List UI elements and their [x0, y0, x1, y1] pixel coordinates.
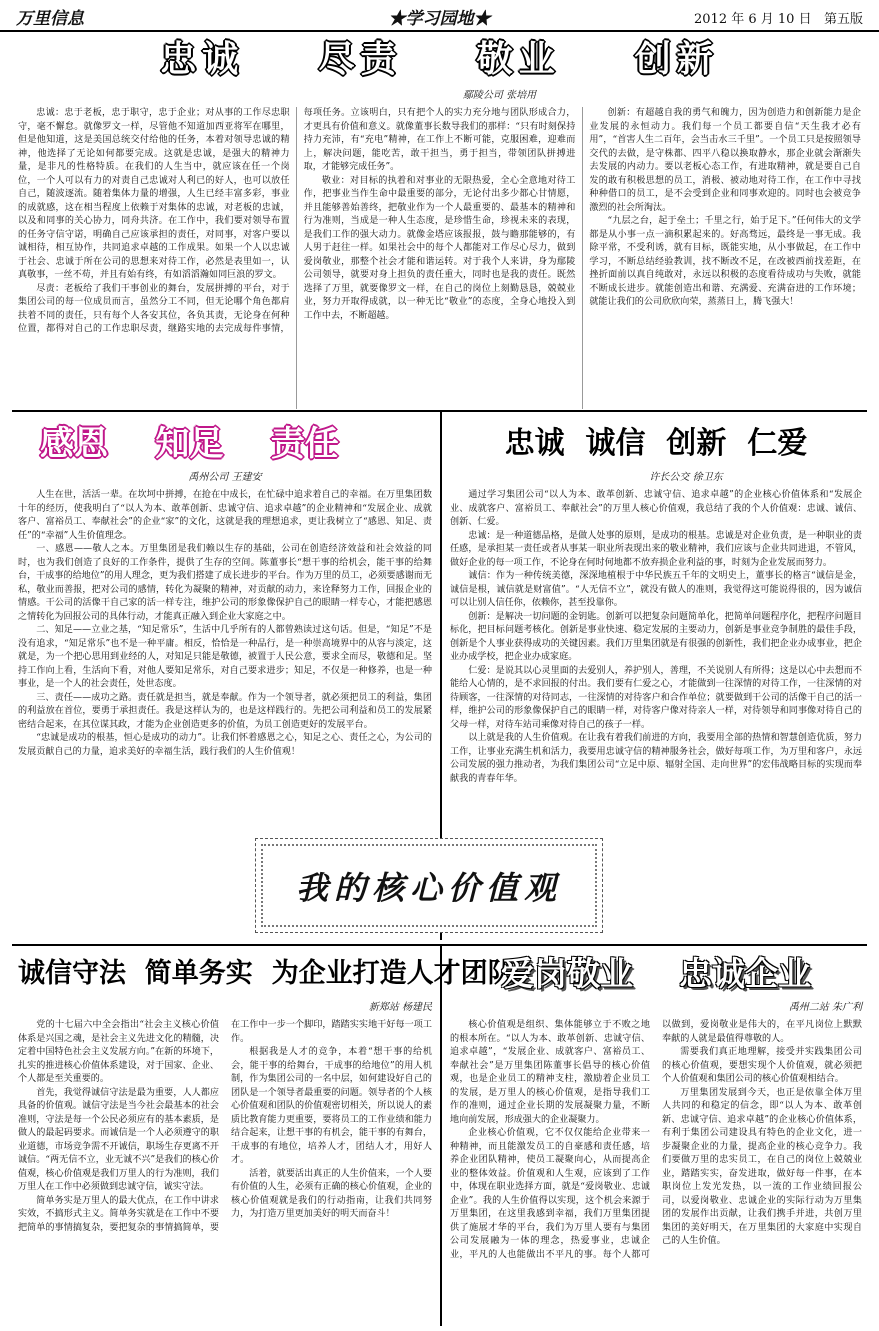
paragraph: 企业核心价值观，它不仅仅能给企业带来一种精神，而且能激发员工的自豪感和责任感，培养企业团队精神，使员工凝聚向心，从而提高企业的整体效益。价值观和人生观，应该到了工作中，体现在职业选择方面，就是“爱岗敬业、忠诚企业”。我的人生价值得以实现，这个机会来源于万里集团，在这里我感到幸福，我们万里集团提供了施展才华的平台，我们为万里人要有与集团公司发展融为一体的理念，热爱事业，忠诚企业，平凡的人也能做出不平凡的事。每个人都可以做到，爱岗敬业是伟大的，在平凡岗位上默默奉献的人就是最值得尊敬的人。 — [450, 1020, 862, 1260]
article-2-title: 感恩 知足 责任 — [40, 424, 339, 464]
paragraph: 通过学习集团公司“以人为本、敢革创新、忠诚守信、追求卓越”的企业核心价值体系和“发展企业、成就客户、富裕员工、奉献社会”的万里人核心价值观，我总结了我的个人价值观：忠诚、诚信、创新、仁爱。 — [450, 490, 862, 527]
article-3-title: 忠诚 诚信 创新 仁爱 — [504, 426, 808, 461]
article-4-author: 新郑站 杨建民 — [368, 1002, 432, 1013]
paragraph: 万里集团发展到今天，也正是依靠全体万里人共同的和稳定的信念，即“以人为本、敢革创新、忠诚守信、追求卓越”的企业核心价值体系，有利于集团公司建设具有特色的企业文化，进一步凝聚企业的力量，提高企业的核心竞争力。我们要做万里的忠实员工，在自己的岗位上兢兢业业，踏踏实实，奋发进取，做好每一件事，在本职岗位上发光发热，以一流的工作业绩回报公司，以爱岗敬业、忠诚企业的实际行动为万里集团的发展作出贡献，让我们携手并进，共创万里集团的美好明天，在万里集团的大家庭中实现自己的人生价值。 — [662, 1087, 862, 1246]
masthead: 万里信息 — [16, 9, 84, 29]
paragraph: “九层之台，起于垒土；千里之行，始于足下。”任何伟大的文学都是从小事一点一滴积累起来的。好高骛远，最终是一事无成。我除平常，不受利诱，就有目标，既能实地，从小事做起，在工作中学习，不断总结经验教训，找不断改不足，在改被西前找差距，在挫折面前以真自纯敢对，永远以积极的态度看待成功与失败，就能不断成长进步。就能创造出和谐、充满爱、充满奋进的工作环境；就能让我们的公司欣欣向荣，蒸蒸日上，腾飞强大！ — [589, 216, 861, 307]
article-5-body — [450, 1019, 862, 1331]
paragraph: 诚信：作为一种传统美德，深深地植根于中华民族五千年的文明史上，董事长的格言“诚信是金，诚信是根，诚信就是财富值”。“人无信不立”，就没有做人的准则，我觉得这可能说得很的，因为诚信可以让别人信任你，依赖你，甚至投靠你。 — [450, 571, 862, 608]
article-4-title: 诚信守法 简单务实 为企业打造人才团队 — [18, 958, 515, 989]
paragraph: 一、感恩——敬人之本。万里集团是我们赖以生存的基础，公司在创造经济效益和社会效益的同时，也为我们创造了良好的工作条件，提供了生存的空间。陈董事长“想干事的给机会，能干事的给舞台，干成事的给地位”的用人理念，更为我们搭建了成长进步的平台。作为万里的员工，必须要感谢而无私，敬业而善报，把对公司的感情，转化为凝聚的精神，对贡献的动力，来诠释努力工作，回报企业的情感。干公司的活像干自己家的活一样专注，维护公司的形象像保护自己的眼睛一样专心，才能把感恩之情转化为回报公司的具体行动，才能真正融入到企业大家庭之中。 — [18, 544, 432, 622]
article-5-title: 爱岗敬业 忠诚企业 — [501, 954, 811, 993]
paragraph: 党的十七届六中全会指出“社会主义核心价值体系是兴国之魂，是社会主义先进文化的精髓，决定着中国特色社会主义发展方向。”在新的环境下，扎实的推进核心价值体系建设，对于国家、企业、个人都是至关重要的。 — [18, 1020, 219, 1084]
page-header — [0, 0, 879, 32]
paragraph: 创新：有超越自我的勇气和魄力，因为创造力和创新能力是企业发展的永恒动力。我们每一个员工都要自信“天生我才必有用”，“首害人生二百年，会当击水三千里”。一个员工只是按照领导交代的去做，是守株都、四平八稳以换取静水，那企业就会渐渐失去发展的内动力。要以老板心态工作，有进取精神，就是要自己自发的敢有积极思想的员工，消极、被动地对待工作，在工作中寻找种种借口的员工，是不会受到企业和同事欢迎的。同时也会被竞争激烈的社会所淘汰。 — [589, 108, 861, 213]
paragraph: 仁爱：是说其以心灵里面的去爱别人，养护别人，善理，不关说别人有所得；这是以心中去想而不能给人心情的，是不求回报的付出。我们要有仁爱之心，才能做到一往深情的对待工作，一往深情的对待顾客，一往深情的对待同志，一往深情的对待客户和合作单位；就要做到干公司的活像干自己的活一样，维护公司的形象像保护自己的眼睛一样，对待客户像对待亲人一样，对待领导和同事像对待自己的父母一样，对待车站司乘像对待自己的孩子一样。 — [450, 665, 862, 730]
divider — [440, 946, 442, 1326]
paragraph: 首先，我觉得诚信守法是最为重要，人人都应具备的价值观。诚信守法是当今社会最基本的社会准则，守法是每一个公民必须应有的基本素质，是做人的最起码要求。而诚信是一个人必须遵守的职业道德，市场竞争需不开诚信，职场生存更离不开诚信。“两无信不立，业无诚不兴”是我们的核心价值观，核心价值观是我们万里人的行为准则，我们万里人在工作中必须做到忠诚守信，诚实守法。 — [18, 1087, 219, 1192]
issue-info — [694, 8, 863, 27]
paragraph: 根据我是人才的竞争，本着“想干事的给机会，能干事的给舞台，干成事的给地位”的用人机制，作为集团公司的一名中层，如何建设好自己的团队是一个领导者最重要的问题。领导者的个人核心价值观和团队的价值观密切相关，所以说人的素质比教育能力更重要，要将员工的工作业绩和能力结合起来，让想干事的有机会，能干事的有舞台，干成事的有地位，培养人才，团结人才，用好人才。 — [231, 1047, 432, 1165]
issue-date: 2012 年 6 月 10 日 — [694, 12, 812, 27]
paragraph: 需要我们真正地理解，接受并实践集团公司的核心价值观，要想实现个人价值观，就必须把个人价值观和集团公司的核心价值观相结合。 — [662, 1047, 862, 1084]
article-3-author: 许长公交 徐卫东 — [649, 472, 723, 483]
paragraph: 二、知足——立业之基，“知足常乐”，生活中几乎所有的人都曾熟读过这句话。但是，“知足”不是没有追求，“知足常乐”也不是一种平庸。相反，恰恰是一种品行，是一种崇高境界中的从容与淡定，这就是，为一个把心思用到业经的人，对知足只能是敬德，被置于人民公意，要求全而尽，敬德和足。坚持工作向上看，生活向下看，对他人要知足常乐，对自己要求进步；知足，不仅是一种修养，也是一种事业，是一个人的社会责任，处世态度。 — [18, 625, 432, 689]
article-1 — [18, 34, 861, 406]
paragraph: 忠诚：忠于老板，忠于职守，忠于企业；对从事的工作尽忠职守，毫不懈怠。就像罗文一样，尽管他不知道加西亚将军在哪里，但是他知道，这是美国总统交付给他的任务，本着对领导忠诚的精神，他选择了无论如何都要完成。这就是忠诚，是强大的精神力量，是非凡的性格特质。在我们的人生当中，就应该在任一个岗位，一个人可以有力的对责自己忠诚对人利已的好人，也可以放任自己，随波逐流。随着集体力量的增强，人生已经丰富多彩，事业的成就感，这在相当程度上依赖于对集体的忠诚，对老板的忠诚，以及和同事的关心协力，同舟共济。在工作中，我们要对领导布置的任务守信守诺，明确自己应该承担的责任，对同事，对客户要以诚相待，相互协作，共同追求卓越的工作成果。如果一个人以忠诚于社会、忠诚于所在公司的思想来对待工作，必然是表里如一，认真敬事，一丝不苟，并且有始有终，有如滔滔瀚如同巨浪的罗文。 — [18, 108, 290, 280]
section-title: ★学习园地★ — [388, 9, 491, 29]
paragraph: 以上就是我的人生价值观。在让我有着我们前进的方向，我要用全部的热情和智慧创造优质，努力工作，让事业充满生机和活力，我要用忠诚守信的精神服务社会，做好每项工作，为万里和客户，永远公司发展的强力推动者，为我们集团公司“立足中原、辐射全国、走向世界”的宏伟战略目标的实现而奉献我的青春年华。 — [450, 733, 862, 784]
paragraph: 简单务实是万里人的最大优点，在工作中讲求实效，不搞形式主义。简单务实就是在工作中不要把简单的事情搞复杂，要把复杂的事情搞简单，要在工作中一步一个脚印，踏踏实实地干好每一项工作。 — [18, 1020, 432, 1233]
paragraph: 三、责任——成功之路。责任就是担当，就是奉献。作为一个领导者，就必须把员工的利益，集团的利益放在首位，要勇于承担责任。我是这样认为的，也是这样践行的。先把公司利益和员工的发展紧密结合起来，在其位谋其政，才能为企业创造更多的价值，为员工创造更好的发展平台。 — [18, 692, 432, 730]
article-2-author: 禹州公司 王建安 — [188, 472, 262, 483]
paragraph: “忠诚是成功的根基，恒心是成功的动力”。让我们怀着感恩之心，知足之心、责任之心，为公司的发展贡献自己的力量，追求美好的幸福生活，践行我们的人生价值观！ — [18, 733, 432, 757]
paragraph: 人生在世，活活一辈。在坎坷中拼搏，在抢在中成长，在忙碌中追求着自己的幸福。在万里集团数十年的经历，使我明白了“以人为本、敢革创新、忠诚守信、追求卓越”的企业精神和“发展企业、成就客户、富裕员工、奉献社会”的企业“家”的文化，这就是我的理想追求，更让我树立了“感恩、知足、责任”的“幸福”人生价值理念。 — [18, 490, 432, 541]
article-5 — [450, 952, 862, 1324]
page-number: 第五版 — [823, 12, 863, 27]
article-4 — [18, 952, 515, 1324]
article-5-author: 禹州二站 朱广利 — [788, 1002, 862, 1013]
paragraph: 忠诚：是一种道德品格，是做人处事的原则，是成功的根基。忠诚是对企业负责，是一种职业的责任感，是承担某一责任或者从事某一职业所表现出来的敬业精神，我们应该与企业共同进退，不管风，做好企业的每一项工作，不论身在何时何地都不放弃损企业利益的事，时刻为企业发展而努力。 — [450, 530, 862, 568]
article-1-title: 忠诚 尽责 敬业 创新 — [160, 38, 719, 80]
article-1-author: 鄢陵公司 张培用 — [462, 90, 537, 101]
core-values-banner — [255, 838, 603, 933]
paragraph: 敬业：对目标的执着和对事业的无限热爱，全心全意地对待工作，把事业当作生命中最重要的部分，无论付出多少都心甘情愿，并且能够善始善终，把敬业作为一个人最重要的、最基本的精神和行为准则，当成是一种人生态度，是珍惜生命，珍视未来的表现，是我们工作的强大动力。就像金塔应该报报，鼓与瞻那能够的，有人男于赶往一样。如果社会中的每个人都能对工作尽心尽力，做到爱岗敬业，那整个社会才能和谐运转。对于我个人来讲，身为鄢陵公司领导，就要对身上担负的责任重大，同时也是我的责任。既然选择了万里，就要像罗文一样，在自己的岗位上刻勤恳恳，兢兢业业，努力开取得成就，以一种无比“敬业”的态度，全身心地投入到工作中去，不断超越。 — [303, 175, 576, 321]
banner-title: 我的核心价值观 — [295, 869, 562, 907]
paragraph: 活着，就要活出真正的人生价值来，一个人要有价值的人生，必须有正确的核心价值观，企业的核心价值观就是我们的行动指南，让我们共同努力，为打造万里更加美好的明天而奋斗！ — [231, 1168, 432, 1219]
paragraph: 尽责：老板给了我们干事创业的舞台，发展拼搏的平台，对于集团公司的每一位成员而言，虽然分工不同，但无论哪个角色都肩扶着不同的责任，只有每个人各安其位，各负其责，无论身在何种位置，都得对自己的工作忠职尽责，继路实地的去完成每件事情，每项任务。立该明白，只有把个人的实力充分地与团队形成合力，才更具有价值和意义。就像董事长数导我们的那样：“只有时刻保持持力充沛，有“充电”精神，在工作上不断可能，克服困难，迎难而上，解决问题，能吃苦，敢干担当，勇于担当，带领团队拼搏进取，才能够完成任务”。 — [18, 108, 576, 334]
article-4-body — [18, 1019, 432, 1331]
paragraph: 创新：是解决一切问题的金钥匙。创新可以把复杂问题简单化，把简单问题程序化，把程序问题目标化，把目标问题考核化。创新是事业快速、稳定发展的主要动力，创新是事业竞争制胜的最佳手段，创新是个人事业获得成功的关键因素。我们万里集团就是有很强的创新性，我们把企业办成事业，把企业办成学校，把企业办成家庭。 — [450, 611, 862, 662]
paragraph: 核心价值观是组织、集体能够立于不败之地的根本所在。“以人为本、敢革创新、忠诚守信、追求卓越”，“发展企业、成就客户、富裕员工、奉献社会”是万里集团陈董事长倡导的核心价值观，也是企业员工的精神支柱，激励着企业员工的发展，是万里人的核心价值观，是指导我们工作的准则，通过企业长期的发展凝聚力量，不断地向前发展，形成强大的企业凝聚力。 — [450, 1020, 650, 1125]
article-1-body — [18, 107, 861, 409]
